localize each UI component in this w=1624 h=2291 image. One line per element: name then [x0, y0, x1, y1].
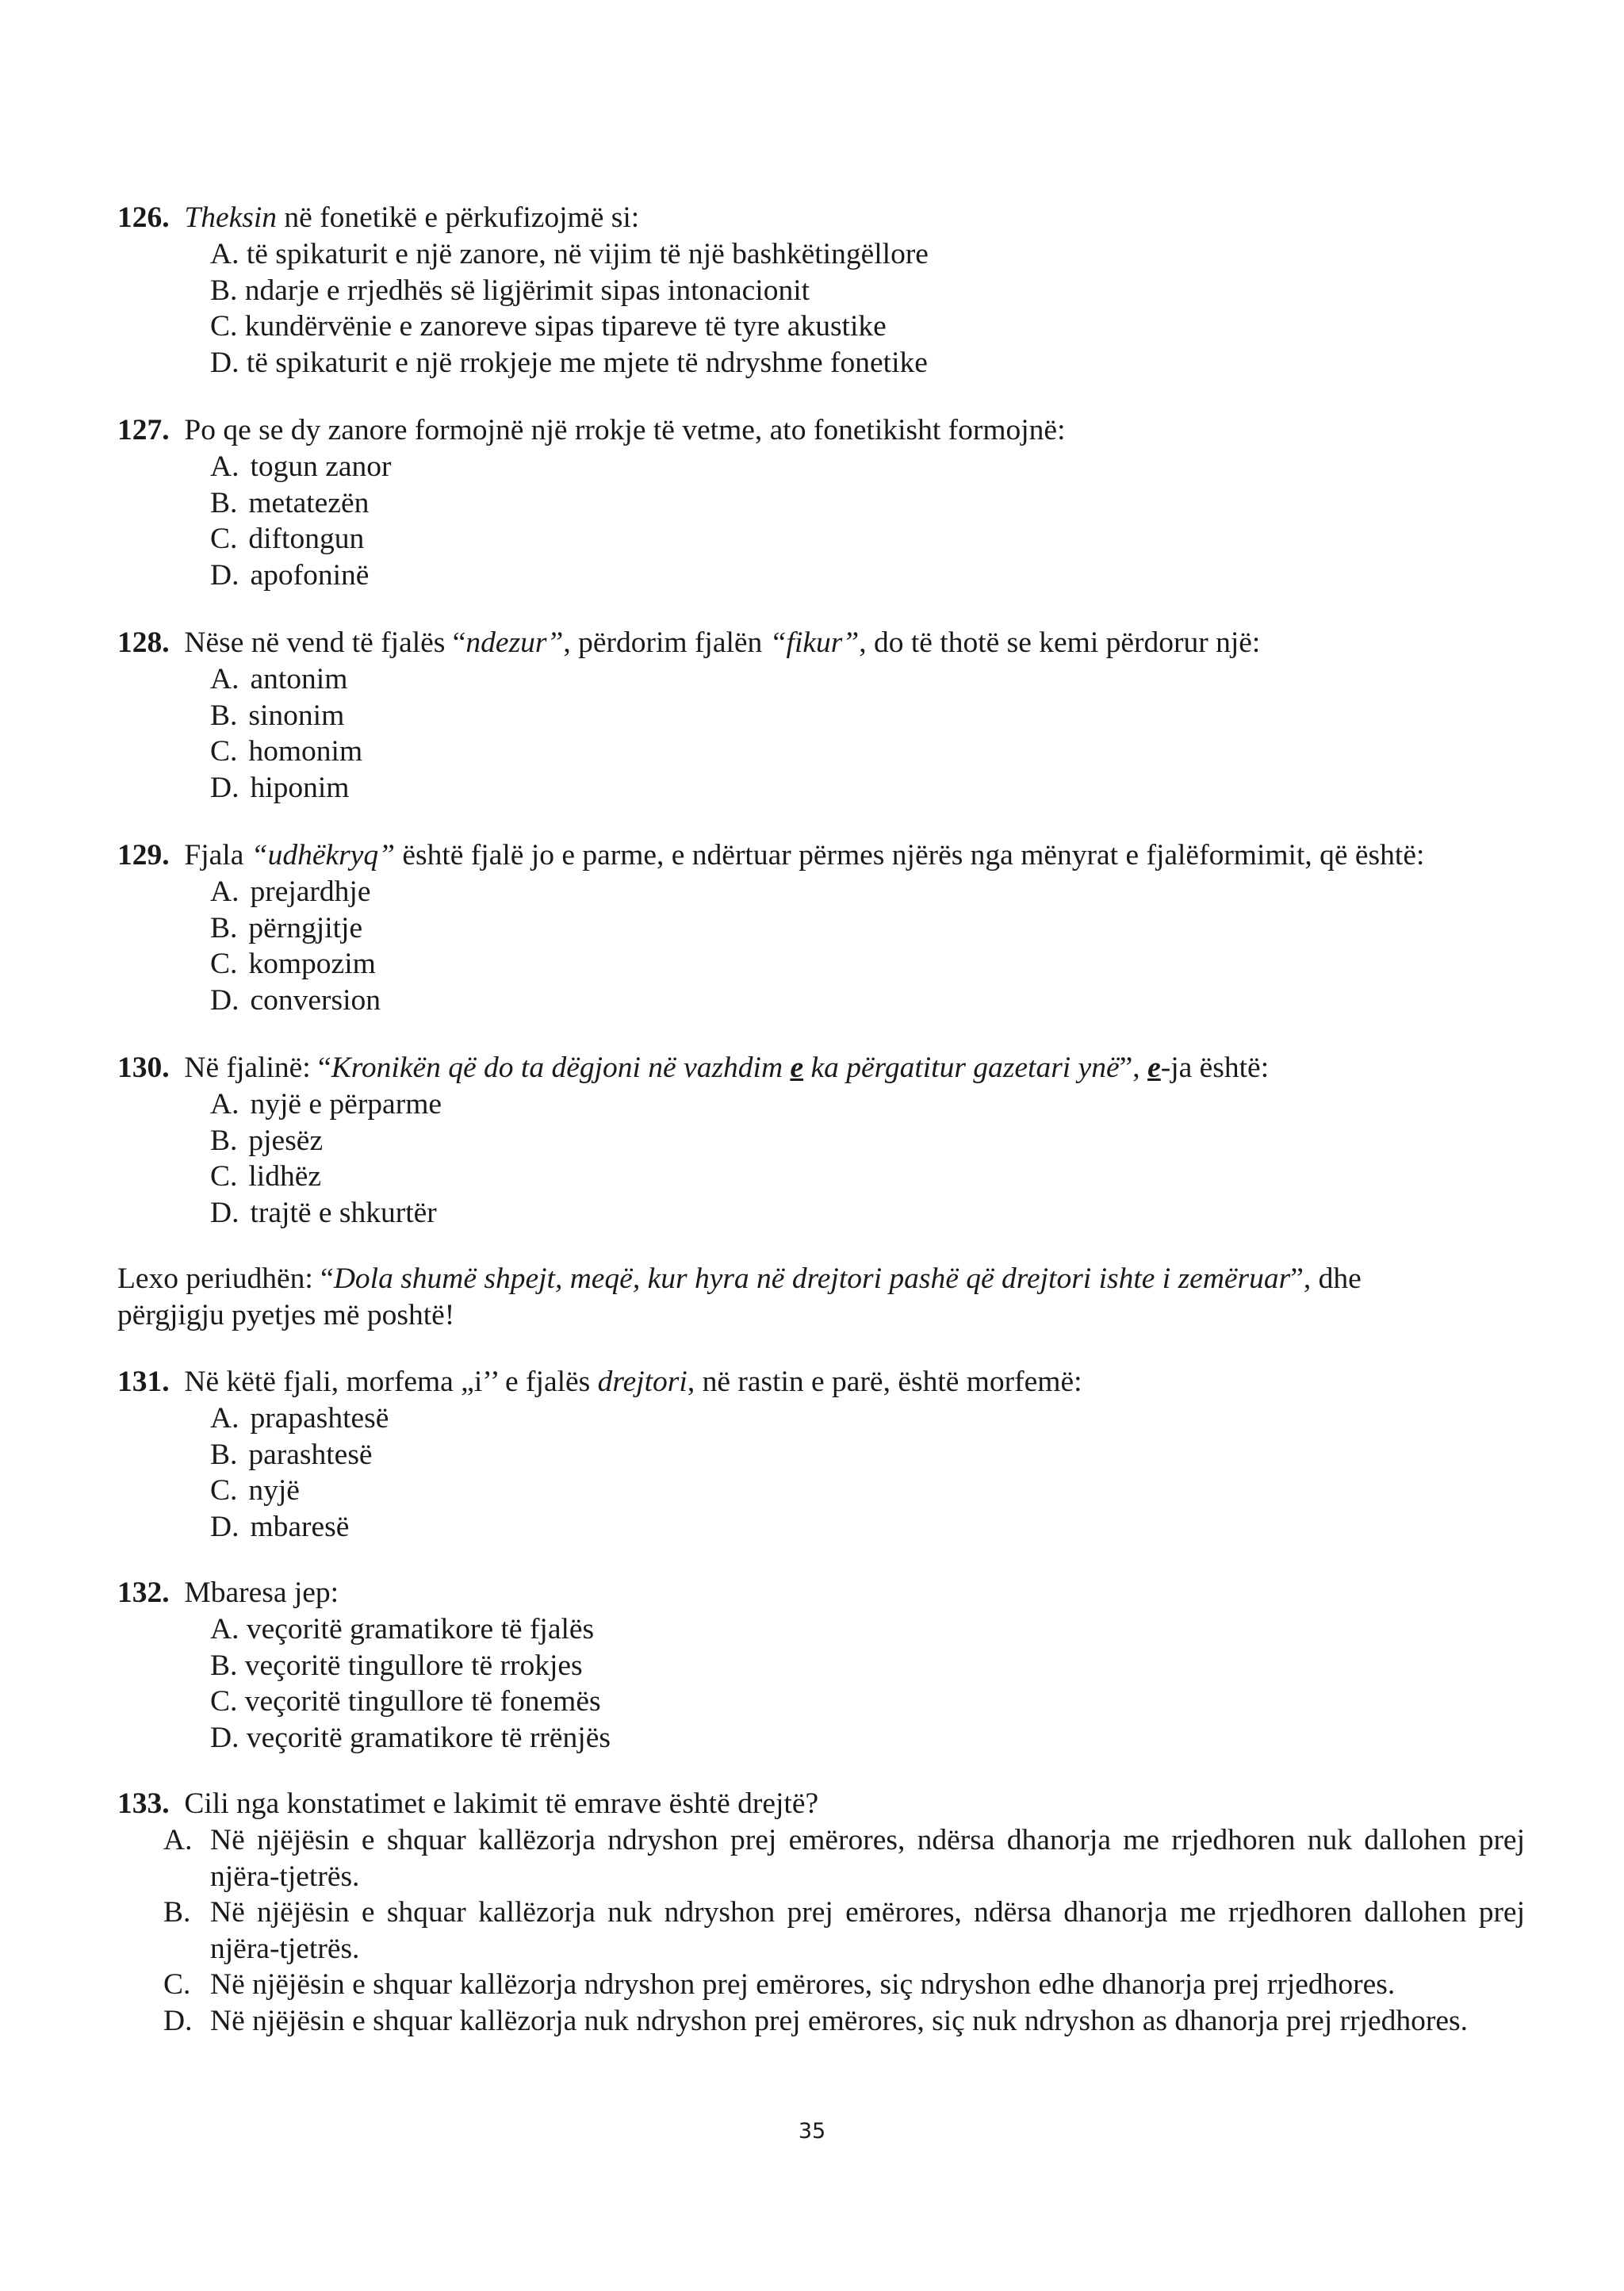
option-a[interactable]: A. të spikaturit e një zanore, në vijim të një bashkëtingëllore: [210, 238, 929, 270]
stem-text: është fjalë jo e parme, e ndërtuar përmes njërës nga mënyrat e fjalëformimit, që është:: [394, 839, 1425, 872]
question-131: [117, 1364, 1525, 1545]
option-c[interactable]: [163, 1967, 1525, 2003]
options-list: [210, 661, 1525, 806]
question-number: 126.: [117, 201, 170, 234]
options-list: [210, 874, 1525, 1018]
question-number: 129.: [117, 839, 170, 872]
option-label: B.: [210, 911, 238, 944]
option-label: D.: [210, 558, 239, 592]
question-129: [117, 837, 1525, 1018]
question-number: 128.: [117, 626, 170, 659]
question-stem: [117, 412, 1525, 449]
question-stem: [117, 1786, 1525, 1822]
option-text: Në njëjësin e shquar kallëzorja ndryshon prej emërores, siç ndryshon edhe dhanorja prej rrjedhores.: [210, 1968, 1396, 2001]
stem-text: Po qe se dy zanore formojnë një rrokje të vetme, ato fonetikisht formojnë:: [184, 414, 1066, 446]
option-label: A.: [210, 450, 239, 483]
option-d[interactable]: D. të spikaturit e një rrokjeje me mjete të ndryshme fonetike: [210, 346, 928, 379]
stem-italic-term: Theksin: [184, 201, 278, 234]
option-a[interactable]: [163, 1822, 1525, 1894]
question-stem: [117, 1575, 1525, 1611]
stem-text: në fonetikë e përkufizojmë si:: [277, 201, 640, 234]
options-list: [210, 236, 1525, 381]
options-list: [163, 1822, 1525, 2039]
option-label: C.: [210, 1160, 238, 1193]
question-number: 132.: [117, 1576, 170, 1609]
option-label: A.: [210, 875, 239, 908]
question-stem: [117, 625, 1525, 661]
option-d[interactable]: D. veçoritë gramatikore të rrënjës: [210, 1721, 611, 1754]
option-text: prapashtesë: [250, 1402, 389, 1435]
option-a[interactable]: [210, 449, 1525, 485]
option-b[interactable]: [210, 485, 1525, 522]
stem-text: Nëse në vend të fjalës “: [184, 626, 466, 659]
option-label: D.: [210, 983, 239, 1017]
question-126: [117, 200, 1525, 381]
option-text: sinonim: [248, 699, 345, 732]
question-number: 131.: [117, 1366, 170, 1398]
option-c[interactable]: [210, 1473, 1525, 1509]
option-text: pjesëz: [248, 1124, 324, 1157]
passage-instruction: përgjigju pyetjes më poshtë!: [117, 1299, 455, 1331]
option-text: lidhëz: [248, 1160, 322, 1193]
option-text: conversion: [250, 983, 381, 1017]
option-text: antonim: [250, 663, 348, 695]
options-list: [210, 1086, 1525, 1231]
option-label: A.: [210, 1088, 239, 1121]
question-132: [117, 1575, 1525, 1756]
option-label: D.: [163, 2004, 193, 2037]
question-number: 127.: [117, 414, 170, 446]
option-text: trajtë e shkurtër: [250, 1196, 437, 1229]
option-label: D.: [210, 771, 239, 804]
option-label: C.: [210, 948, 238, 980]
question-stem: [117, 1364, 1525, 1400]
option-text: Në njëjësin e shquar kallëzorja nuk ndryshon prej emërores, siç nuk ndryshon as dhanorja prej rrjedhores.: [210, 2004, 1468, 2037]
stem-italic-term: “udhëkryq”: [251, 839, 395, 872]
page-number: 35: [798, 2119, 826, 2144]
option-label: D.: [210, 1196, 239, 1229]
question-stem: [117, 1050, 1525, 1086]
page-content: [117, 200, 1525, 2039]
reading-passage: [117, 1261, 1525, 1334]
stem-text: Fjala: [184, 839, 251, 872]
option-label: C.: [163, 1968, 191, 2001]
stem-text: Mbaresa jep:: [184, 1576, 339, 1609]
option-text: Në njëjësin e shquar kallëzorja nuk ndryshon prej emërores, ndërsa dhanorja me rrjedhoren dallohen prej njëra-tjetrës.: [210, 1896, 1525, 1965]
option-b[interactable]: [210, 1123, 1525, 1159]
option-d[interactable]: [210, 983, 1525, 1019]
underlined-term: e: [790, 1052, 804, 1084]
option-label: C.: [210, 523, 238, 555]
option-label: C.: [210, 735, 238, 768]
option-c[interactable]: [210, 521, 1525, 557]
question-number: 133.: [117, 1787, 170, 1820]
passage-text: Lexo periudhën: “: [117, 1262, 334, 1295]
option-label: B.: [210, 486, 238, 519]
option-text: togun zanor: [250, 450, 392, 483]
option-b[interactable]: B. ndarje e rrjedhës së ligjërimit sipas intonacionit: [210, 274, 810, 307]
stem-italic-sentence: Kronikën që do ta dëgjoni në vazhdim: [331, 1052, 791, 1084]
option-text: kompozim: [248, 948, 376, 980]
question-stem: [117, 837, 1525, 874]
option-d[interactable]: [210, 1195, 1525, 1232]
stem-italic-term: drejtori: [597, 1366, 688, 1398]
option-c[interactable]: [210, 1159, 1525, 1195]
question-133: [117, 1786, 1525, 2039]
underlined-term: e: [1147, 1052, 1161, 1084]
option-text: prejardhje: [250, 875, 371, 908]
stem-text: , do të thotë se kemi përdorur një:: [859, 626, 1261, 659]
option-label: B.: [210, 1124, 238, 1157]
option-d[interactable]: [210, 557, 1525, 594]
options-list: [210, 1400, 1525, 1545]
option-label: C.: [210, 1474, 238, 1507]
option-a[interactable]: [210, 1400, 1525, 1437]
option-b[interactable]: B. veçoritë tingullore të rrokjes: [210, 1649, 583, 1682]
option-text: diftongun: [248, 523, 365, 555]
stem-text: Në këtë fjali, morfema „i’’ e fjalës: [184, 1366, 598, 1398]
option-text: hiponim: [250, 771, 350, 804]
option-text: nyjë: [248, 1474, 300, 1507]
stem-text: ”,: [1119, 1052, 1148, 1084]
stem-text: , përdorim fjalën: [563, 626, 770, 659]
option-text: metatezën: [248, 486, 370, 519]
question-130: [117, 1050, 1525, 1231]
question-128: [117, 625, 1525, 806]
option-c[interactable]: [210, 734, 1525, 770]
option-a[interactable]: A. veçoritë gramatikore të fjalës: [210, 1613, 595, 1645]
option-text: mbaresë: [250, 1510, 350, 1543]
option-label: A.: [210, 1402, 239, 1435]
option-a[interactable]: [210, 1086, 1525, 1123]
stem-italic-sentence: ka përgatitur gazetari ynë: [803, 1052, 1120, 1084]
option-text: Në njëjësin e shquar kallëzorja ndryshon prej emërores, ndërsa dhanorja me rrjedhoren nuk dallohen prej njëra-tjetrës.: [210, 1824, 1525, 1893]
option-text: parashtesë: [248, 1438, 373, 1471]
stem-text: -ja është:: [1160, 1052, 1270, 1084]
option-label: A.: [163, 1824, 193, 1856]
stem-text: Në fjalinë: “: [184, 1052, 331, 1084]
option-label: B.: [210, 1438, 238, 1471]
option-text: nyjë e përparme: [250, 1088, 442, 1121]
question-127: [117, 412, 1525, 593]
option-a[interactable]: [210, 661, 1525, 698]
stem-italic-term: ndezur”: [465, 626, 564, 659]
stem-text: , në rastin e parë, është morfemë:: [687, 1366, 1082, 1398]
option-a[interactable]: [210, 874, 1525, 910]
option-text: homonim: [248, 735, 363, 768]
question-stem: [117, 200, 1525, 236]
option-d[interactable]: [210, 770, 1525, 806]
option-c[interactable]: C. veçoritë tingullore të fonemës: [210, 1685, 601, 1718]
option-b[interactable]: [210, 1437, 1525, 1473]
option-b[interactable]: [163, 1894, 1525, 1967]
option-b[interactable]: [210, 910, 1525, 947]
option-text: përngjitje: [248, 911, 363, 944]
option-label: B.: [163, 1896, 191, 1929]
option-c[interactable]: [210, 946, 1525, 983]
stem-italic-term: “fikur”: [769, 626, 860, 659]
option-label: A.: [210, 663, 239, 695]
passage-text: ”, dhe: [1290, 1262, 1362, 1295]
option-d[interactable]: [163, 2003, 1525, 2040]
stem-text: Cili nga konstatimet e lakimit të emrave është drejtë?: [184, 1787, 819, 1820]
options-list: [210, 1611, 1525, 1756]
option-c[interactable]: C. kundërvënie e zanoreve sipas tipareve të tyre akustike: [210, 310, 887, 343]
options-list: [210, 449, 1525, 593]
option-label: D.: [210, 1510, 239, 1543]
question-number: 130.: [117, 1052, 170, 1084]
option-b[interactable]: [210, 698, 1525, 734]
passage-line: [117, 1261, 1525, 1297]
option-d[interactable]: [210, 1509, 1525, 1546]
passage-quote: Dola shumë shpejt, meqë, kur hyra në drejtori pashë që drejtori ishte i zemëruar: [333, 1262, 1291, 1295]
option-label: B.: [210, 699, 238, 732]
option-text: apofoninë: [250, 558, 370, 592]
